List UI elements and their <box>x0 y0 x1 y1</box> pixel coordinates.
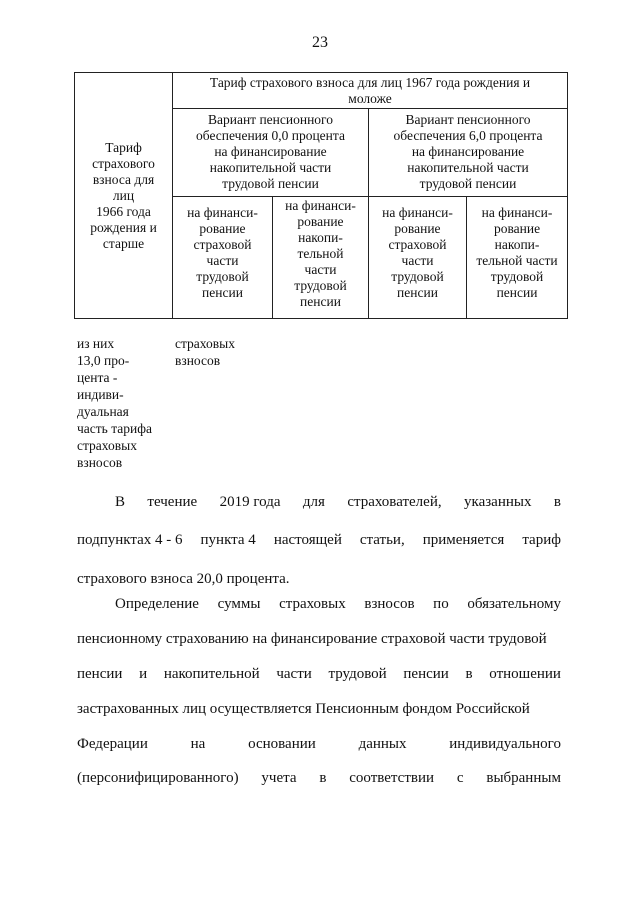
text-line: лиц <box>112 187 135 203</box>
text-line: на финансирование <box>411 144 525 159</box>
word: страхового взноса 20,0 процента. <box>77 571 290 587</box>
text-line: на финансирование <box>214 144 327 159</box>
text-line: страховой <box>193 237 252 252</box>
word: в <box>319 770 327 786</box>
word: индивидуального <box>449 736 561 752</box>
word: (персонифицированного) <box>77 770 239 786</box>
word: по <box>433 596 449 612</box>
text-line: цента - <box>77 370 118 385</box>
paragraph-line <box>77 532 561 552</box>
text-line: части <box>401 253 434 268</box>
text-line: старше <box>102 235 145 251</box>
text-line: страховых <box>77 438 137 453</box>
paragraph-line <box>77 571 561 591</box>
paragraph-line <box>77 770 561 790</box>
word: страховых <box>279 596 346 612</box>
word: для <box>302 494 325 510</box>
text-line: взноса для <box>92 171 155 187</box>
text-line: 13,0 про- <box>77 353 130 368</box>
word: подпунктах 4 - 6 <box>77 532 183 548</box>
variant-6-header <box>369 109 568 197</box>
text-line: моложе <box>348 91 392 106</box>
word: трудовой <box>328 666 387 682</box>
text-line: накопительной части <box>209 160 332 175</box>
word: пенсии <box>77 666 123 682</box>
word: пенсионному страхованию на финансирование страховой части трудовой <box>77 631 547 647</box>
text-line: рождения и <box>90 219 157 235</box>
text-line: на финанси- <box>187 205 258 220</box>
word: пенсии <box>403 666 449 682</box>
variant-0-header <box>173 109 369 197</box>
text-line: рование <box>297 214 344 229</box>
text-line: Вариант пенсионного <box>405 112 531 127</box>
text-line: дуальная <box>77 404 129 419</box>
text-line: обеспечения 0,0 процента <box>196 128 345 143</box>
text-line: трудовой пенсии <box>419 176 517 191</box>
word: обязательному <box>467 596 561 612</box>
word: течение <box>147 494 198 510</box>
word: взносов <box>364 596 415 612</box>
text-line: взносов <box>175 353 221 368</box>
word: с <box>456 770 464 786</box>
text-line: пенсии <box>496 285 538 300</box>
word: соответствии <box>349 770 435 786</box>
paragraph-line <box>115 494 561 514</box>
text-line: тельной <box>297 246 344 261</box>
page-number: 23 <box>312 34 328 51</box>
text-line: индиви- <box>77 387 124 402</box>
text-line: страхового <box>92 155 155 171</box>
word: суммы <box>217 596 261 612</box>
col-insurance-part-2 <box>369 197 467 319</box>
word: страхователей, <box>347 494 442 510</box>
text-line: страховых <box>175 336 235 351</box>
col-insurance-part-1 <box>173 197 273 319</box>
word: отношении <box>489 666 561 682</box>
text-line: трудовой <box>490 269 544 284</box>
text-line: пенсии <box>300 294 341 309</box>
text-line: взносов <box>77 455 123 470</box>
younger-age-header <box>173 73 568 109</box>
text-line: тельной части <box>476 253 558 268</box>
text-line: страховой <box>388 237 447 252</box>
paragraph-line <box>77 631 561 651</box>
text-line: накопительной части <box>407 160 529 175</box>
col-funded-part-1 <box>273 197 369 319</box>
text-line: накопи- <box>494 237 540 252</box>
text-line: трудовой <box>196 269 249 284</box>
word: застрахованных лиц осуществляется Пенсионным фондом Российской <box>77 701 530 717</box>
tariff-table <box>74 72 568 319</box>
word: основании <box>248 736 316 752</box>
word: выбранным <box>486 770 561 786</box>
text-line: рование <box>199 221 246 236</box>
text-line: части <box>206 253 239 268</box>
word: указанных <box>464 494 532 510</box>
text-line: рование <box>493 221 541 236</box>
text-line: на финанси- <box>285 198 356 213</box>
word: и <box>139 666 148 682</box>
fragment-left <box>77 335 152 471</box>
fragment-right <box>175 335 235 369</box>
word: Федерации <box>77 736 148 752</box>
word: настоящей <box>273 532 342 548</box>
word: статьи, <box>359 532 405 548</box>
word: 2019 года <box>219 494 281 510</box>
word: в <box>553 494 561 510</box>
paragraph-line <box>115 596 561 616</box>
text-line: трудовой <box>391 269 444 284</box>
text-line: Тариф страхового взноса для лиц 1967 года рождения и <box>209 75 531 90</box>
text-line: Тариф <box>105 139 142 155</box>
word: тариф <box>522 532 561 548</box>
text-line: на финанси- <box>481 205 553 220</box>
paragraph-line <box>77 736 561 756</box>
text-line: трудовой пенсии <box>222 176 319 191</box>
text-line: пенсии <box>397 285 438 300</box>
text-line: 1966 года <box>96 203 151 219</box>
text-line: трудовой <box>294 278 347 293</box>
text-line: из них <box>77 336 115 351</box>
paragraph-line <box>77 701 561 721</box>
text-line: на финанси- <box>382 205 453 220</box>
word: на <box>190 736 206 752</box>
word: данных <box>358 736 407 752</box>
text-line: часть тарифа <box>77 421 152 436</box>
word: пункта 4 <box>200 532 256 548</box>
word: накопительной <box>163 666 260 682</box>
word: Определение <box>115 596 199 612</box>
paragraph-line <box>77 666 561 686</box>
word: в <box>465 666 473 682</box>
word: учета <box>261 770 297 786</box>
text-line: пенсии <box>202 285 243 300</box>
text-line: рование <box>394 221 441 236</box>
text-line: части <box>304 262 337 277</box>
text-line: обеспечения 6,0 процента <box>393 128 543 143</box>
text-line: накопи- <box>298 230 343 245</box>
word: части <box>276 666 312 682</box>
word: применяется <box>422 532 505 548</box>
word: В <box>115 494 126 510</box>
text-line: Вариант пенсионного <box>207 112 334 127</box>
col-funded-part-2 <box>467 197 568 319</box>
older-age-header <box>75 73 173 319</box>
